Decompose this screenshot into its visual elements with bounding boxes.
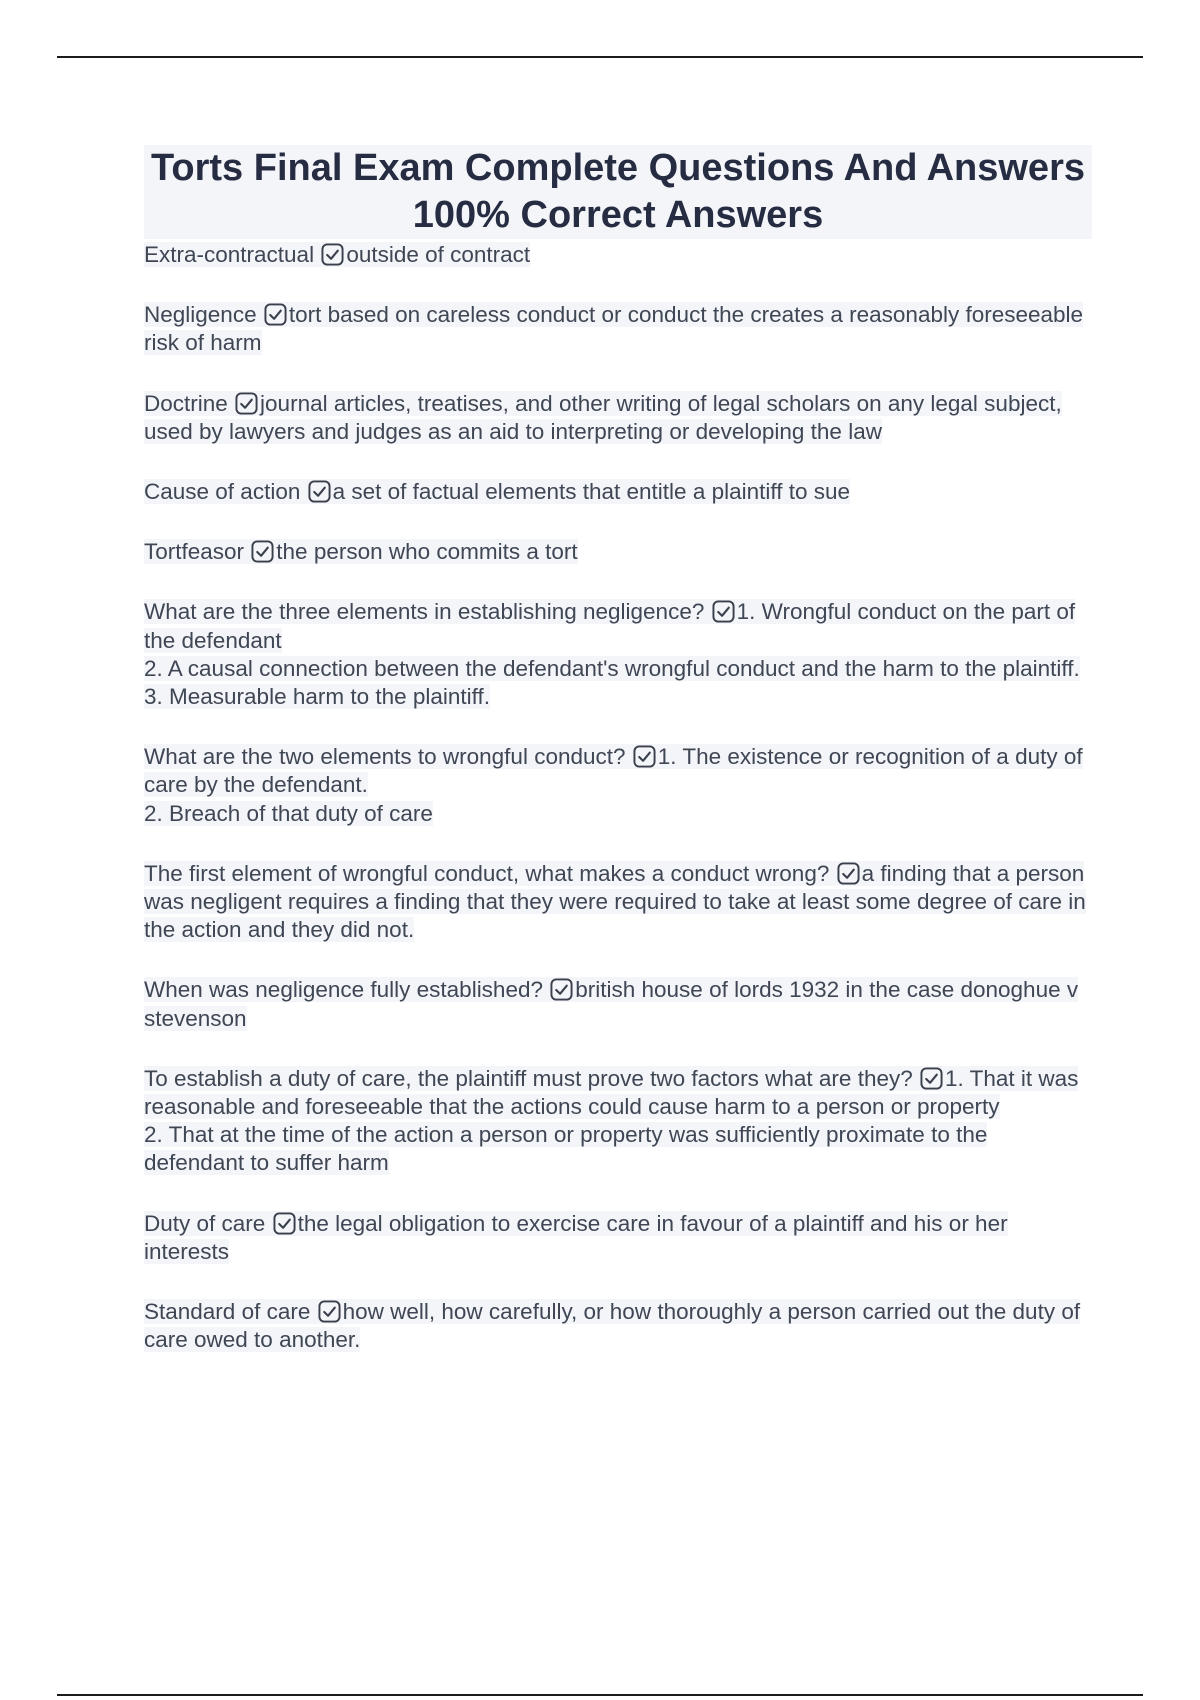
qa-answer: 1. That it was reasonable and foreseeable that the actions could cause harm to a person or property 2. That at the time of the action a person or property was sufficiently proximate to the defendant to suffer harm (144, 1065, 1079, 1176)
qa-term: Negligence (144, 302, 263, 328)
qa-answer: the person who commits a tort (276, 539, 578, 565)
qa-text (144, 479, 850, 504)
qa-item (144, 478, 1092, 506)
checkbox-checked-icon (550, 978, 573, 1001)
checkbox-checked-icon (273, 1212, 296, 1235)
qa-item (144, 390, 1092, 446)
qa-item (144, 1210, 1092, 1266)
checkbox-checked-icon (235, 392, 258, 415)
document-title: Torts Final Exam Complete Questions And Answers 100% Correct Answers (144, 145, 1092, 239)
qa-term: Tortfeasor (144, 539, 251, 565)
qa-term: When was negligence fully established? (144, 977, 550, 1003)
checkbox-checked-icon (633, 745, 656, 768)
qa-item (144, 860, 1092, 945)
checkbox-checked-icon (712, 600, 735, 623)
qa-text (144, 539, 578, 564)
qa-text (144, 1211, 1008, 1264)
document-body (144, 145, 1092, 1386)
header-rule (57, 56, 1143, 58)
qa-text (144, 599, 1080, 709)
qa-answer: how well, how carefully, or how thoroughly a person carried out the duty of care owed to another. (144, 1299, 1081, 1353)
qa-answer: a set of factual elements that entitle a plaintiff to sue (332, 479, 851, 505)
qa-term: Extra-contractual (144, 242, 321, 267)
qa-term: The first element of wrongful conduct, what makes a conduct wrong? (144, 860, 836, 886)
qa-text (144, 242, 530, 267)
qa-item (144, 301, 1092, 357)
qa-answer: 1. The existence or recognition of a duty of care by the defendant. 2. Breach of that duty of care (144, 744, 1083, 826)
qa-text (144, 302, 1083, 355)
qa-answer: a finding that a person was negligent requires a finding that they were required to take at least some degree of care in the action and they did not. (144, 860, 1086, 943)
qa-item (144, 538, 1092, 566)
checkbox-checked-icon (837, 862, 860, 885)
qa-answer: the legal obligation to exercise care in favour of a plaintiff and his or her interests (144, 1210, 1008, 1264)
qa-answer: tort based on careless conduct or conduct the creates a reasonably foreseeable risk of harm (144, 302, 1084, 356)
checkbox-checked-icon (308, 480, 331, 503)
checkbox-checked-icon (318, 1300, 341, 1323)
qa-text (144, 861, 1086, 942)
qa-term: To establish a duty of care, the plaintiff must prove two factors what are they? (144, 1065, 919, 1091)
qa-term: Standard of care (144, 1299, 317, 1325)
qa-item (144, 743, 1092, 828)
qa-answer: british house of lords 1932 in the case donoghue v stevenson (144, 977, 1079, 1031)
qa-term: What are the three elements in establishing negligence? (144, 599, 711, 625)
qa-text (144, 391, 1062, 444)
qa-answer: journal articles, treatises, and other writing of legal scholars on any legal subject, used by lawyers and judges as an aid to interpreting or developing the law (144, 390, 1062, 444)
qa-term: Duty of care (144, 1210, 272, 1236)
qa-item (144, 241, 1092, 269)
qa-term: What are the two elements to wrongful conduct? (144, 744, 632, 770)
qa-text (144, 977, 1078, 1030)
footer-rule (57, 1694, 1143, 1696)
checkbox-checked-icon (264, 303, 287, 326)
checkbox-checked-icon (321, 243, 344, 266)
qa-term: Cause of action (144, 479, 307, 505)
checkbox-checked-icon (251, 540, 274, 563)
qa-list (144, 241, 1092, 1354)
qa-text (144, 744, 1083, 825)
qa-text (144, 1066, 1078, 1176)
qa-term: Doctrine (144, 390, 235, 416)
qa-item (144, 976, 1092, 1032)
qa-text (144, 1299, 1080, 1352)
qa-item (144, 1065, 1092, 1178)
qa-item (144, 598, 1092, 711)
qa-answer: 1. Wrongful conduct on the part of the defendant 2. A causal connection between the defendant's wrongful conduct and the harm to the plaintiff. 3. Measurable harm to the plaintiff. (144, 599, 1080, 710)
qa-item (144, 1298, 1092, 1354)
checkbox-checked-icon (920, 1067, 943, 1090)
qa-answer: outside of contract (346, 242, 531, 267)
